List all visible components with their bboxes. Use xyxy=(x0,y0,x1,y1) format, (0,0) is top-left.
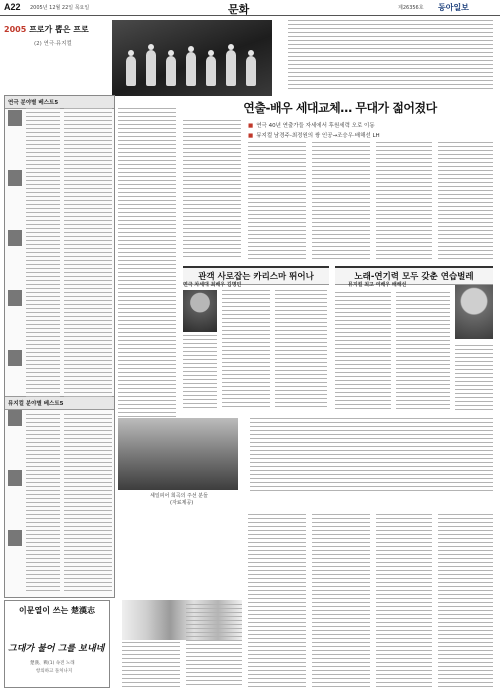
article-text-intro xyxy=(288,20,493,90)
sub-article-subhead-left: 연극 차세대 최배우 김명민 xyxy=(183,282,242,288)
stage-photo xyxy=(118,418,238,490)
sub-article-body xyxy=(183,335,217,410)
issue-number: 제26356호 xyxy=(398,5,424,11)
serial-title: 이문열이 쓰는 楚漢志 xyxy=(19,605,95,615)
sub-article-headline-right: 노래-연기력 모두 갖춘 연습벌레 xyxy=(335,266,493,285)
ranked-person-photo xyxy=(8,290,22,306)
musical-rankings-title: 뮤지컬 분야별 베스트5 xyxy=(5,396,114,410)
article-body xyxy=(248,142,306,260)
sub-article-body xyxy=(455,345,493,410)
ranked-person-photo xyxy=(8,230,22,246)
headline-point-theater xyxy=(248,121,375,129)
article-body xyxy=(438,142,493,260)
theater-rankings-title: 연극 분야별 베스트5 xyxy=(5,96,114,109)
stage-photo-caption: 셰일피어 희곡의 주선 분들 xyxy=(150,493,208,499)
ranked-person-photo xyxy=(8,470,22,486)
actor-photo xyxy=(183,290,217,332)
section-title: 문화 xyxy=(228,3,250,16)
page-date: 2005년 12월 22일 목요일 xyxy=(30,5,90,11)
page-header xyxy=(0,0,500,16)
ranking-list xyxy=(26,414,60,594)
article-body xyxy=(376,142,432,260)
series-subtitle: (2) 연극·뮤지컬 xyxy=(34,41,72,47)
ranking-list xyxy=(118,108,176,418)
bullet-marker: ■ xyxy=(248,133,254,139)
serial-text xyxy=(438,514,493,688)
sub-article-body xyxy=(396,292,450,410)
page-number: A22 xyxy=(4,2,21,12)
ranking-list xyxy=(26,108,60,398)
sub-article-headline-left: 관객 사로잡는 카리스마 뛰어나 xyxy=(183,266,329,285)
ranked-person-photo xyxy=(8,350,22,366)
sub-article-body xyxy=(222,290,270,410)
sub-article-body xyxy=(275,290,327,410)
calligraphy-title: 그대가 불어 그를 보내네 xyxy=(8,644,105,654)
newspaper-logo: 동아일보 xyxy=(438,2,469,12)
article-body xyxy=(183,120,241,260)
series-title xyxy=(4,24,114,47)
ranked-person-photo xyxy=(8,110,22,126)
ranked-person-photo xyxy=(8,170,22,186)
serial-text xyxy=(376,514,432,688)
headline-point-text: 연극 40년 연출가들 자세에서 후원세력 오로 이동 xyxy=(256,123,375,129)
serial-episode-title: 항의하고 돌처나지 xyxy=(36,669,73,674)
serial-text xyxy=(312,514,370,688)
info-table xyxy=(250,418,493,492)
sub-article-body xyxy=(335,292,391,410)
headline-point-musical xyxy=(248,131,380,139)
article-body xyxy=(312,142,370,260)
serial-text xyxy=(248,514,306,688)
sub-article-subhead-right: 뮤지컬 최고 여배우 배해선 xyxy=(348,282,407,288)
ranking-list xyxy=(64,414,112,594)
serial-text xyxy=(186,604,242,688)
series-year: 2005 xyxy=(4,25,27,34)
ranked-person-photo xyxy=(8,410,22,426)
performance-photo xyxy=(112,20,272,96)
serial-chapter-title: 楚漢、戰(1) 속전 노래 xyxy=(30,661,75,666)
main-headline: 연출-배우 세대교체… 무대가 젊어졌다 xyxy=(243,101,437,115)
headline-point-text: 뮤지컬 남경주-최정원의 쌍 인공→조승우·배해선 LH xyxy=(256,133,380,139)
bullet-marker: ■ xyxy=(248,123,254,129)
ranking-list xyxy=(64,108,112,398)
series-title-text: 프로가 뽑은 프로 xyxy=(29,25,89,34)
stage-photo-credit: (자료제공) xyxy=(170,500,194,506)
ranked-person-photo xyxy=(8,530,22,546)
actress-photo xyxy=(455,285,493,339)
serial-text xyxy=(122,642,180,688)
